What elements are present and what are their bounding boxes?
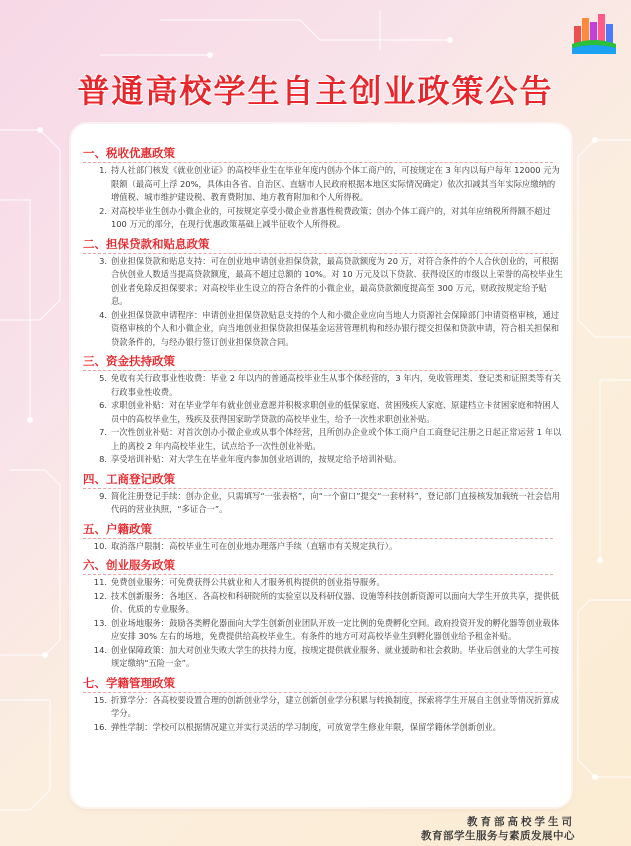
item-number: 5. [99,373,107,383]
item-number: 13. [93,617,107,628]
item-number: 14. [93,644,107,655]
list-item [83,590,563,617]
signature-line-1: 教育部高校学生司 [467,816,575,828]
item-number: 3. [99,255,107,266]
section-heading: 四、工商登记政策 [83,472,553,489]
item-text: 创业保障政策：加大对创业失败大学生的扶持力度，按规定提供就业服务、就业援助和社会救助。毕业后创业的大学生可按规定缴纳“五险一金”。 [111,644,560,668]
item-text: 创业担保贷款和贴息支持：可在创业地申请创业担保贷款，最高贷款额度为 20 万，对符合条件的个人合伙创业的，可根据合伙创业人数适当提高贷款额度，最高不超过总额的 10%。对 10 万元及以下贷款、获得设区的市级以上荣誉的高校毕业生创业者免除反担保要求；对高校毕业生设立的符合条件的小微企业，最高贷款额度提高至 300 万元，财政按规定给予贴息。 [111,255,563,306]
item-number: 7. [99,427,107,437]
list-item [83,453,563,467]
item-text: 简化注册登记手续：创办企业，只需填写“一张表格”，向“一个窗口”提交“一套材料”，登记部门直接核发加载统一社会信用代码的营业执照，“多证合一”。 [111,490,560,514]
list-item [83,644,563,671]
list-item [83,399,563,426]
city-buildings-logo [572,14,616,54]
item-text: 折算学分：各高校要设置合理的创新创业学分，建立创新创业学分积累与转换制度，探索将学生开展自主创业等情况折算成学分。 [111,694,560,718]
item-text: 免收有关行政事业性收费：毕业 2 年以内的普通高校毕业生从事个体经营的，3 年内，免收管理类、登记类和证照类等有关行政事业性收费。 [111,373,561,397]
item-text: 求职创业补贴：对在毕业学年有就业创业意愿并积极求职创业的低保家庭、贫困残疾人家庭、原建档立卡贫困家庭和特困人员中的高校毕业生，残疾及获得国家助学贷款的高校毕业生，给予一次性求职创业补贴。 [111,400,560,424]
section-heading: 七、学籍管理政策 [83,676,553,693]
section-heading: 一、税收优惠政策 [83,146,553,163]
section-heading: 五、户籍政策 [83,522,553,539]
item-text: 一次性创业补贴：对首次创办小微企业或从事个体经营，且所创办企业或个体工商户自工商登记注册之日起正常运营 1 年以上的离校 2 年内高校毕业生，试点给予一次性创业补贴。 [111,427,562,451]
item-text: 创业担保贷款申请程序：申请创业担保贷款贴息支持的个人和小微企业应向当地人力资源社会保障部门申请资格审核，通过资格审核的个人和小微企业，向当地创业担保贷款担保基金运营管理机构和经办银行提交担保和贷款申请，符合相关担保和贷款条件的，与经办银行签订创业担保贷款合同。 [111,309,560,347]
item-text: 技术创新服务：各地区、各高校和科研院所的实验室以及科研仪器、设施等科技创新资源可以面向大学生开放共享，提供低价、优质的专业服务。 [111,590,560,614]
item-number: 16. [93,721,107,732]
section-heading: 三、资金扶持政策 [83,354,553,371]
list-item [83,164,563,205]
item-number: 10. [93,540,107,551]
list-item [83,721,563,735]
item-number: 1. [99,165,107,175]
policy-list [83,146,563,734]
item-number: 9. [99,490,107,501]
item-text: 享受培训补贴：对大学生在毕业年度内参加创业培训的，按规定给予培训补贴。 [111,454,402,464]
list-item [83,309,563,350]
section-heading: 六、创业服务政策 [83,558,553,575]
item-number: 12. [93,590,107,601]
list-item [83,255,563,309]
list-item [83,372,563,399]
signature-line-2: 教育部学生服务与素质发展中心 [421,830,575,842]
item-text: 创业场地服务：鼓励各类孵化器面向大学生创新创业团队开放一定比例的免费孵化空间。政府投资开发的孵化器等创业载体应安排 30% 左右的场地，免费提供给高校毕业生。有条件的地方可对高校毕业生到孵化器创业给予租金补贴。 [111,617,560,641]
item-number: 6. [99,400,107,410]
item-text: 免费创业服务：可免费获得公共就业和人才服务机构提供的创业指导服务。 [111,577,385,587]
item-text: 持人社部门核发《就业创业证》的高校毕业生在毕业年度内创办个体工商户的，可按规定在 3 年内以每户每年 12000 元为限额（最高可上浮 20%，具体由各省、自治区、直辖市人民政府根据本地区实际情况确定）依次扣减其当年实际应缴纳的增值税、城市维护建设税、教育费附加、地方教育附加和个人所得税。 [111,165,560,202]
list-item [83,205,563,232]
list-item [83,576,563,590]
item-number: 11. [93,577,107,587]
item-number: 2. [99,205,107,216]
list-item [83,540,563,554]
item-text: 弹性学制：学校可以根据情况建立并实行灵活的学习制度，可放宽学生修业年限，保留学籍休学创新创业。 [111,721,501,732]
page-title: 普通高校学生自主创业政策公告 [77,72,554,110]
item-number: 4. [99,309,107,320]
list-item [83,426,563,453]
section-heading: 二、担保贷款和贴息政策 [83,237,553,254]
list-item [83,617,563,644]
list-item [83,490,563,517]
item-text: 取消落户限制：高校毕业生可在创业地办理落户手续（直辖市有关规定执行）。 [111,540,398,551]
item-number: 15. [93,694,107,705]
item-text: 对高校毕业生创办小微企业的，可按规定享受小微企业普惠性税费政策；创办个体工商户的，对其年应纳税所得额不超过 100 万元的部分，在现行优惠政策基础上减半征收个人所得税。 [111,205,551,229]
item-number: 8. [99,454,107,464]
list-item [83,694,563,721]
